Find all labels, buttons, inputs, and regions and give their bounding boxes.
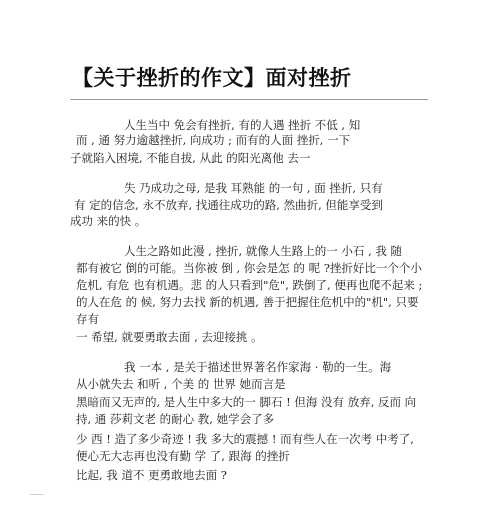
page-corner-mark [30,494,44,495]
paragraph-3-line-5: 存有 [76,312,99,326]
title-divider [70,99,428,100]
paragraph-4-line-4: 持, 通 莎莉文老 的耐心 教, 她学会了多 [76,412,275,426]
article-title: 【关于挫折的作文】面对挫折 [72,65,352,90]
paragraph-2-line-1: 失 乃成功之母, 是我 耳熟能 的一句 , 面 挫折, 只有 [124,181,383,195]
paragraph-3-line-6: 一 希望, 就要勇敢去面 , 去迎接挑 。 [76,330,263,344]
paragraph-4-line-5: 少 西 ! 造了多少奇迹 ! 我 多大的震撼 ! 而有些人在一次考 中考了, [76,432,414,446]
paragraph-4-line-2: 从小就失去 和听 , 个美 的 世界 她而言是 [76,377,286,391]
paragraph-3-line-1: 人生之路如此漫 , 挫折, 就像人生路上的一 小石 , 我 随 [124,244,403,258]
paragraph-4-line-1: 我 一本 , 是关于描述世界著名作家海 · 勒的一生。海 [124,360,392,374]
paragraph-3-line-3: 危机, 有危 也有机遇。悲 的人只看到"危", 跌倒了, 便再也爬不起来 ; [76,278,423,292]
paragraph-4-line-7: 比起, 我 道不 更勇敢地去面 ? [76,468,227,482]
paragraph-3-line-2: 都有被它 倒的可能。当你被 倒 , 你会是怎 的 呢 ?挫折好比一个个小 [76,261,422,275]
paragraph-4-line-6: 便心无大志再也没有勤 学 了, 跟海 的挫折 [76,449,290,463]
paragraph-2-line-2: 有 定的信念, 永不放弃, 找通往成功的路, 然曲折, 但能享受到 [74,198,383,212]
paragraph-1-line-2: 而 , 通 努力逾越挫折, 向成功 ; 而有的人面 挫折, 一下 [76,133,351,147]
paragraph-4-line-3: 黑暗而又无声的, 是人生中多大的一 脚石 ! 但海 没有 放弃, 反而 向 [76,395,417,409]
paragraph-3-line-4: 的人在危 的 候, 努力去找 新的机遇, 善于把握住危机中的"机", 只要 [76,295,419,309]
paragraph-1-line-3: 子就陷入困境, 不能自拔, 从此 的阳光离他 去一 [70,151,311,165]
paragraph-1-line-1: 人生当中 免会有挫折, 有的人遇 挫折 不低 , 知 [124,118,361,132]
paragraph-2-line-3: 成功 来的快 。 [70,214,147,228]
